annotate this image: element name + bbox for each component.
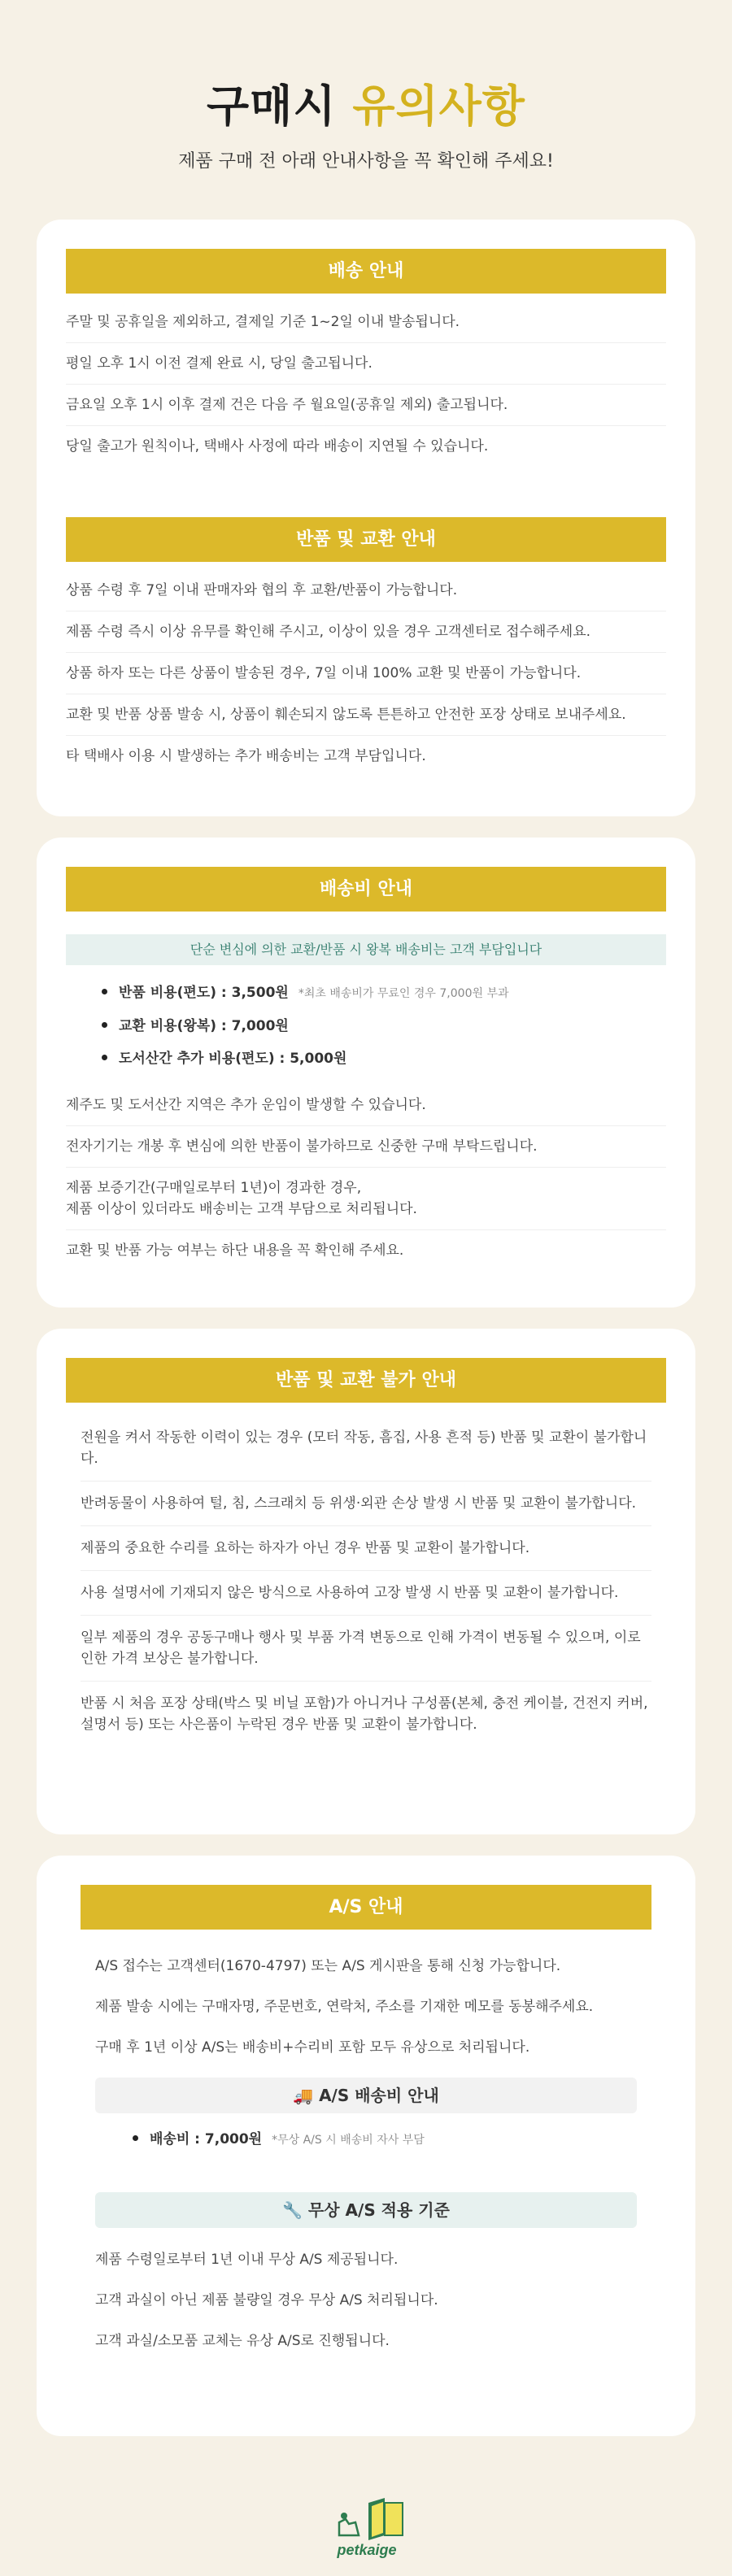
list-item: 일부 제품의 경우 공동구매나 행사 및 부품 가격 변동으로 인해 가격이 변동될 수 있으며, 이로 인한 가격 보상은 불가합니다. [81,1616,651,1682]
as-free-lines [81,2228,651,2361]
as-free-box: 🔧 무상 A/S 적용 기준 [95,2192,637,2228]
list-item: 제품 수령 즉시 이상 유무를 확인해 주시고, 이상이 있을 경우 고객센터로 접수해주세요. [66,611,666,653]
list-item: 전자기기는 개봉 후 변심에 의한 반품이 불가하므로 신중한 구매 부탁드립니다. [66,1126,666,1168]
title-main: 구매시 [207,80,353,132]
page-subtitle: 제품 구매 전 아래 안내사항을 꼭 확인해 주세요! [178,151,554,172]
list-item: 고객 과실/소모품 교체는 유상 A/S로 진행됩니다. [95,2333,390,2349]
returns-lines [66,562,666,777]
list-item: 제품 보증기간(구매일로부터 1년)이 경과한 경우, 제품 이상이 있더라도 배송비는 고객 부담으로 처리됩니다. [66,1168,666,1230]
fee-label: 교환 비용(왕복) : 7,000원 [119,1018,289,1034]
as-banner: A/S 안내 [81,1885,651,1930]
bullet-icon [102,1022,107,1028]
list-item: A/S 접수는 고객센터(1670-4797) 또는 A/S 게시판을 통해 신청 가능합니다. [95,1958,561,1974]
list-item: 구매 후 1년 이상 A/S는 배송비+수리비 포함 모두 유상으로 처리됩니다. [95,2039,530,2056]
as-fee-list [81,2113,651,2163]
fee-item [102,977,666,1010]
fee-note: *최초 배송비가 무료인 경우 7,000원 부과 [298,987,509,1000]
bullet-icon [102,1055,107,1060]
bullet-icon [133,2135,138,2141]
list-item: 상품 수령 후 7일 이내 판매자와 협의 후 교환/반품이 가능합니다. [66,570,666,611]
logo-text: petkaige [337,2542,397,2558]
fees-lines [66,1085,666,1271]
list-item: 금요일 오후 1시 이후 결제 건은 다음 주 월요일(공휴일 제외) 출고됩니다. [66,385,666,426]
fees-banner: 배송비 안내 [66,867,666,912]
not-allowed-banner: 반품 및 교환 불가 안내 [66,1358,666,1403]
list-item: 당일 출고가 원칙이나, 택배사 사정에 따라 배송이 지연될 수 있습니다. [66,438,489,455]
not-allowed-lines [66,1403,666,1747]
as-fee-box: 🚚 A/S 배송비 안내 [95,2078,637,2113]
list-item: 주말 및 공휴일을 제외하고, 결제일 기준 1~2일 이내 발송됩니다. [66,302,666,343]
shipping-card [37,220,695,816]
shipping-banner: 배송 안내 [66,249,666,294]
fee-label: 도서산간 추가 비용(편도) : 5,000원 [119,1051,347,1067]
list-item: 교환 및 반품 가능 여부는 하단 내용을 꼭 확인해 주세요. [66,1242,404,1259]
list-item: 반려동물이 사용하여 털, 침, 스크래치 등 위생·외관 손상 발생 시 반품 및 교환이 불가합니다. [81,1482,651,1526]
shipping-lines [66,294,666,467]
as-card [37,1856,695,2436]
footer [37,2457,695,2571]
as-lines [81,1930,651,2068]
fee-item [133,2123,651,2156]
fees-card [37,838,695,1308]
returns-banner: 반품 및 교환 안내 [66,517,666,562]
fee-label: 배송비 : 7,000원 [150,2131,263,2147]
list-item: 상품 하자 또는 다른 상품이 발송된 경우, 7일 이내 100% 교환 및 반품이 가능합니다. [66,653,666,694]
list-item: 제품 수령일로부터 1년 이내 무상 A/S 제공됩니다. [95,2252,399,2268]
page-title [37,80,695,133]
fee-item [102,1042,666,1075]
fee-item [102,1010,666,1042]
list-item: 타 택배사 이용 시 발생하는 추가 배송비는 고객 부담입니다. [66,748,426,764]
list-item: 사용 설명서에 기재되지 않은 방식으로 사용하여 고장 발생 시 반품 및 교환이 불가합니다. [81,1571,651,1616]
fee-label: 반품 비용(편도) : 3,500원 [119,985,289,1001]
list-item: 평일 오후 1시 이전 결제 완료 시, 당일 출고됩니다. [66,343,666,385]
list-item: 교환 및 반품 상품 발송 시, 상품이 훼손되지 않도록 튼튼하고 안전한 포장 상태로 보내주세요. [66,694,666,736]
title-accent: 유의사항 [352,80,525,132]
list-item: 제품의 중요한 수리를 요하는 하자가 아닌 경우 반품 및 교환이 불가합니다. [81,1526,651,1571]
fees-notice: 단순 변심에 의한 교환/반품 시 왕복 배송비는 고객 부담입니다 [66,934,666,965]
bullet-icon [102,989,107,994]
list-item: 제주도 및 도서산간 지역은 추가 운임이 발생할 수 있습니다. [66,1085,666,1126]
list-item: 전원을 켜서 작동한 이력이 있는 경우 (모터 작동, 흠집, 사용 흔적 등) 반품 및 교환이 불가합니다. [81,1416,651,1482]
list-item: 고객 과실이 아닌 제품 불량일 경우 무상 A/S 처리됩니다. [95,2292,438,2308]
fee-note: *무상 A/S 시 배송비 자사 부담 [272,2134,425,2147]
brand-logo [321,2498,411,2563]
list-item: 제품 발송 시에는 구매자명, 주문번호, 연락처, 주소를 기재한 메모를 동봉해주세요. [95,1999,594,2015]
hero [37,0,695,220]
fee-list [66,965,666,1085]
list-item: 반품 시 처음 포장 상태(박스 및 비닐 포함)가 아니거나 구성품(본체, 충전 케이블, 건전지 커버, 설명서 등) 또는 사은품이 누락된 경우 반품 및 교환이 불가합니다. [81,1695,648,1733]
not-allowed-card [37,1329,695,1834]
